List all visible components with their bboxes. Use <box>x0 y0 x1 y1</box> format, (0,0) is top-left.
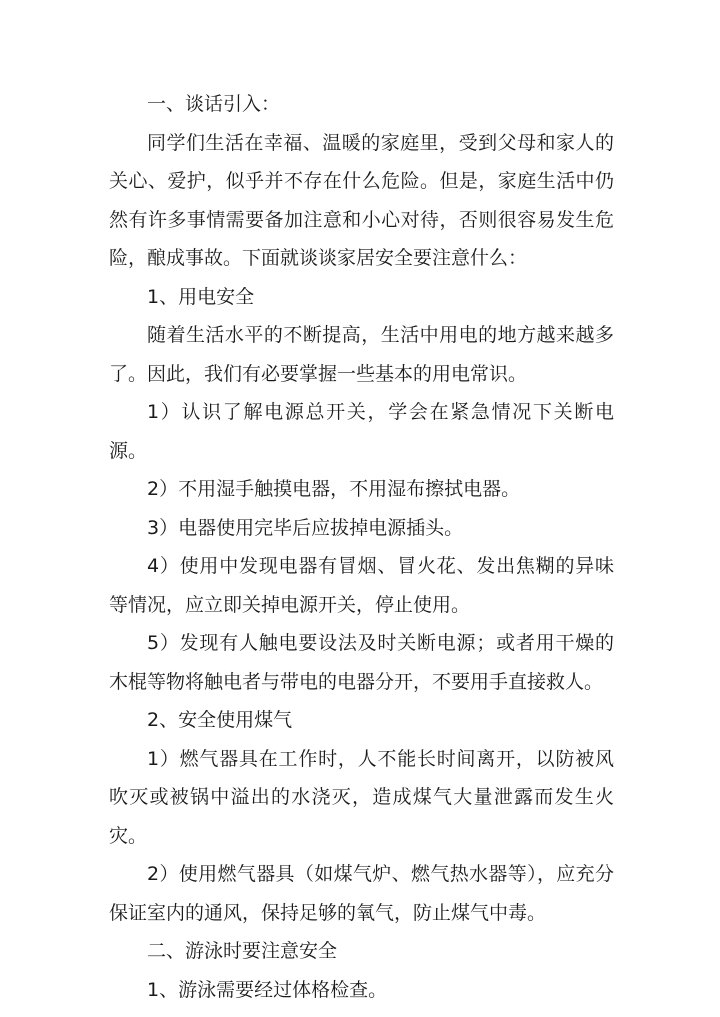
document-body <box>109 85 614 1009</box>
section-heading-intro: 一、谈话引入： <box>147 93 281 115</box>
electricity-paragraph: 随着生活水平的不断提高，生活中用电的地方越来越多了。因此，我们有必要掌握一些基本的用电常识。 <box>109 324 614 385</box>
gas-item-2: 2）使用燃气器具（如煤气炉、燃气热水器等），应充分保证室内的通风，保持足够的氧气，防止煤气中毒。 <box>109 863 614 924</box>
electricity-item-4: 4）使用中发现电器有冒烟、冒火花、发出焦糊的异味等情况，应立即关掉电源开关，停止使用。 <box>109 555 614 616</box>
subsection-heading-electricity: 1、用电安全 <box>147 285 255 308</box>
electricity-item-5: 5）发现有人触电要设法及时关断电源；或者用干燥的木棍等物将触电者与带电的电器分开，不要用手直接救人。 <box>109 632 614 693</box>
section-heading-swimming: 二、游泳时要注意安全 <box>147 940 338 962</box>
electricity-item-3: 3）电器使用完毕后应拔掉电源插头。 <box>147 516 464 539</box>
subsection-heading-gas: 2、安全使用煤气 <box>147 709 293 731</box>
electricity-item-1: 1）认识了解电源总开关，学会在紧急情况下关断电源。 <box>109 401 614 462</box>
intro-paragraph: 同学们生活在幸福、温暖的家庭里，受到父母和家人的关心、爱护，似乎并不存在什么危险。但是，家庭生活中仍然有许多事情需要备加注意和小心对待，否则很容易发生危险，酿成事故。下面就谈谈家居安全要注意什么： <box>109 131 614 269</box>
swimming-item-1: 1、游泳需要经过体格检查。 <box>147 978 388 1001</box>
gas-item-1: 1）燃气器具在工作时，人不能长时间离开，以防被风吹灭或被锅中溢出的水浇灭，造成煤气大量泄露而发生火灾。 <box>109 747 614 847</box>
electricity-item-2: 2）不用湿手触摸电器，不用湿布擦拭电器。 <box>147 478 521 500</box>
